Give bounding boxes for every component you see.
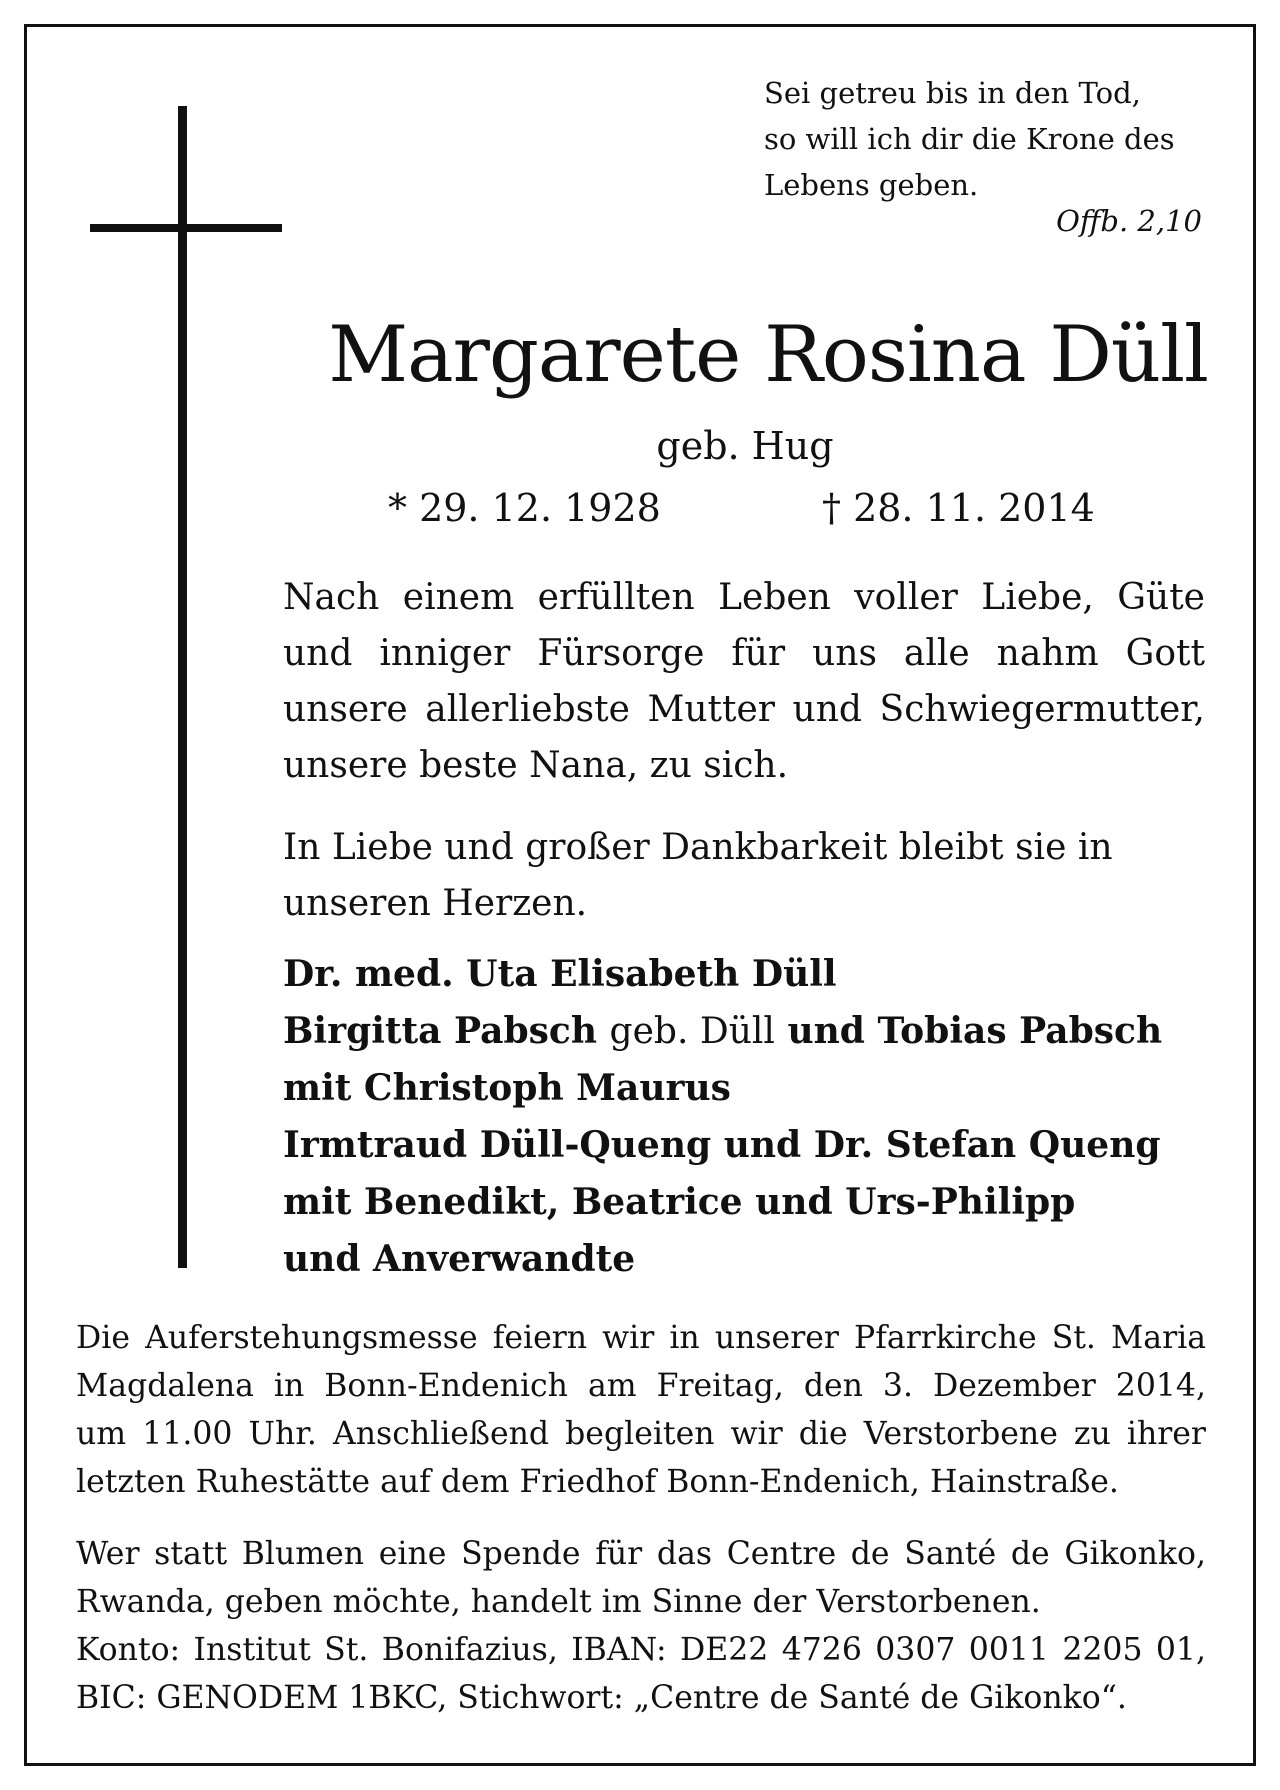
service-line: Die Auferstehungsmesse feiern wir in unserer Pfarrkirche St. Maria xyxy=(76,1320,1206,1356)
message-line: Nach einem erfüllten Leben voller Liebe, Güte xyxy=(283,577,1205,618)
bible-quote xyxy=(764,70,1204,208)
donation-line: Rwanda, geben möchte, handelt im Sinne der Verstorbenen. xyxy=(76,1584,1041,1620)
quote-line: Lebens geben. xyxy=(764,168,979,202)
mourner-name: Birgitta Pabsch xyxy=(283,1010,597,1052)
mourner-line: mit Benedikt, Beatrice und Urs-Philipp xyxy=(283,1181,1076,1223)
mourner-line xyxy=(283,1003,1205,1060)
service-line: um 11.00 Uhr. Anschließend begleiten wir die Verstorbene zu ihrer xyxy=(76,1416,1206,1452)
mourner-line: Irmtraud Düll-Queng und Dr. Stefan Queng xyxy=(283,1124,1161,1166)
message-line: und inniger Fürsorge für uns alle nahm Gott xyxy=(283,633,1205,674)
message-line: unsere beste Nana, zu sich. xyxy=(283,745,789,786)
donation-line: Wer statt Blumen eine Spende für das Centre de Santé de Gikonko, xyxy=(76,1536,1206,1572)
mourner-line: mit Christoph Maurus xyxy=(283,1067,731,1109)
donation-info xyxy=(76,1530,1206,1722)
maiden-name: geb. Hug xyxy=(656,424,834,468)
mourner-name: und Tobias Pabsch xyxy=(787,1010,1163,1052)
mourner-line: und Anverwandte xyxy=(283,1238,636,1280)
message-line: In Liebe und großer Dankbarkeit bleibt sie in xyxy=(283,827,1113,868)
service-line: letzten Ruhestätte auf dem Friedhof Bonn-Endenich, Hainstraße. xyxy=(76,1464,1119,1500)
donation-line: Konto: Institut St. Bonifazius, IBAN: DE22 4726 0307 0011 2205 01, xyxy=(76,1632,1206,1668)
message-paragraph-1 xyxy=(283,570,1205,794)
message-line: unsere allerliebste Mutter und Schwiegermutter, xyxy=(283,689,1205,730)
quote-line: Sei getreu bis in den Tod, xyxy=(764,76,1141,110)
message-line: unseren Herzen. xyxy=(283,883,588,924)
deceased-name: Margarete Rosina Düll xyxy=(328,310,1208,400)
quote-reference: Offb. 2,10 xyxy=(1056,204,1202,238)
service-info xyxy=(76,1314,1206,1506)
birth-date: * 29. 12. 1928 xyxy=(388,486,661,530)
service-line: Magdalena in Bonn-Endenich am Freitag, den 3. Dezember 2014, xyxy=(76,1368,1206,1404)
cross-icon-crossbar xyxy=(90,224,282,232)
cross-icon xyxy=(178,106,187,1268)
death-date: † 28. 11. 2014 xyxy=(822,486,1095,530)
quote-line: so will ich dir die Krone des xyxy=(764,122,1175,156)
message-paragraph-2 xyxy=(283,820,1205,932)
donation-line: BIC: GENODEM 1BKC, Stichwort: „Centre de Santé de Gikonko“. xyxy=(76,1680,1127,1716)
mourners-list xyxy=(283,946,1205,1288)
mourner-line: Dr. med. Uta Elisabeth Düll xyxy=(283,953,837,995)
mourner-maiden-name: geb. Düll xyxy=(609,1011,775,1052)
